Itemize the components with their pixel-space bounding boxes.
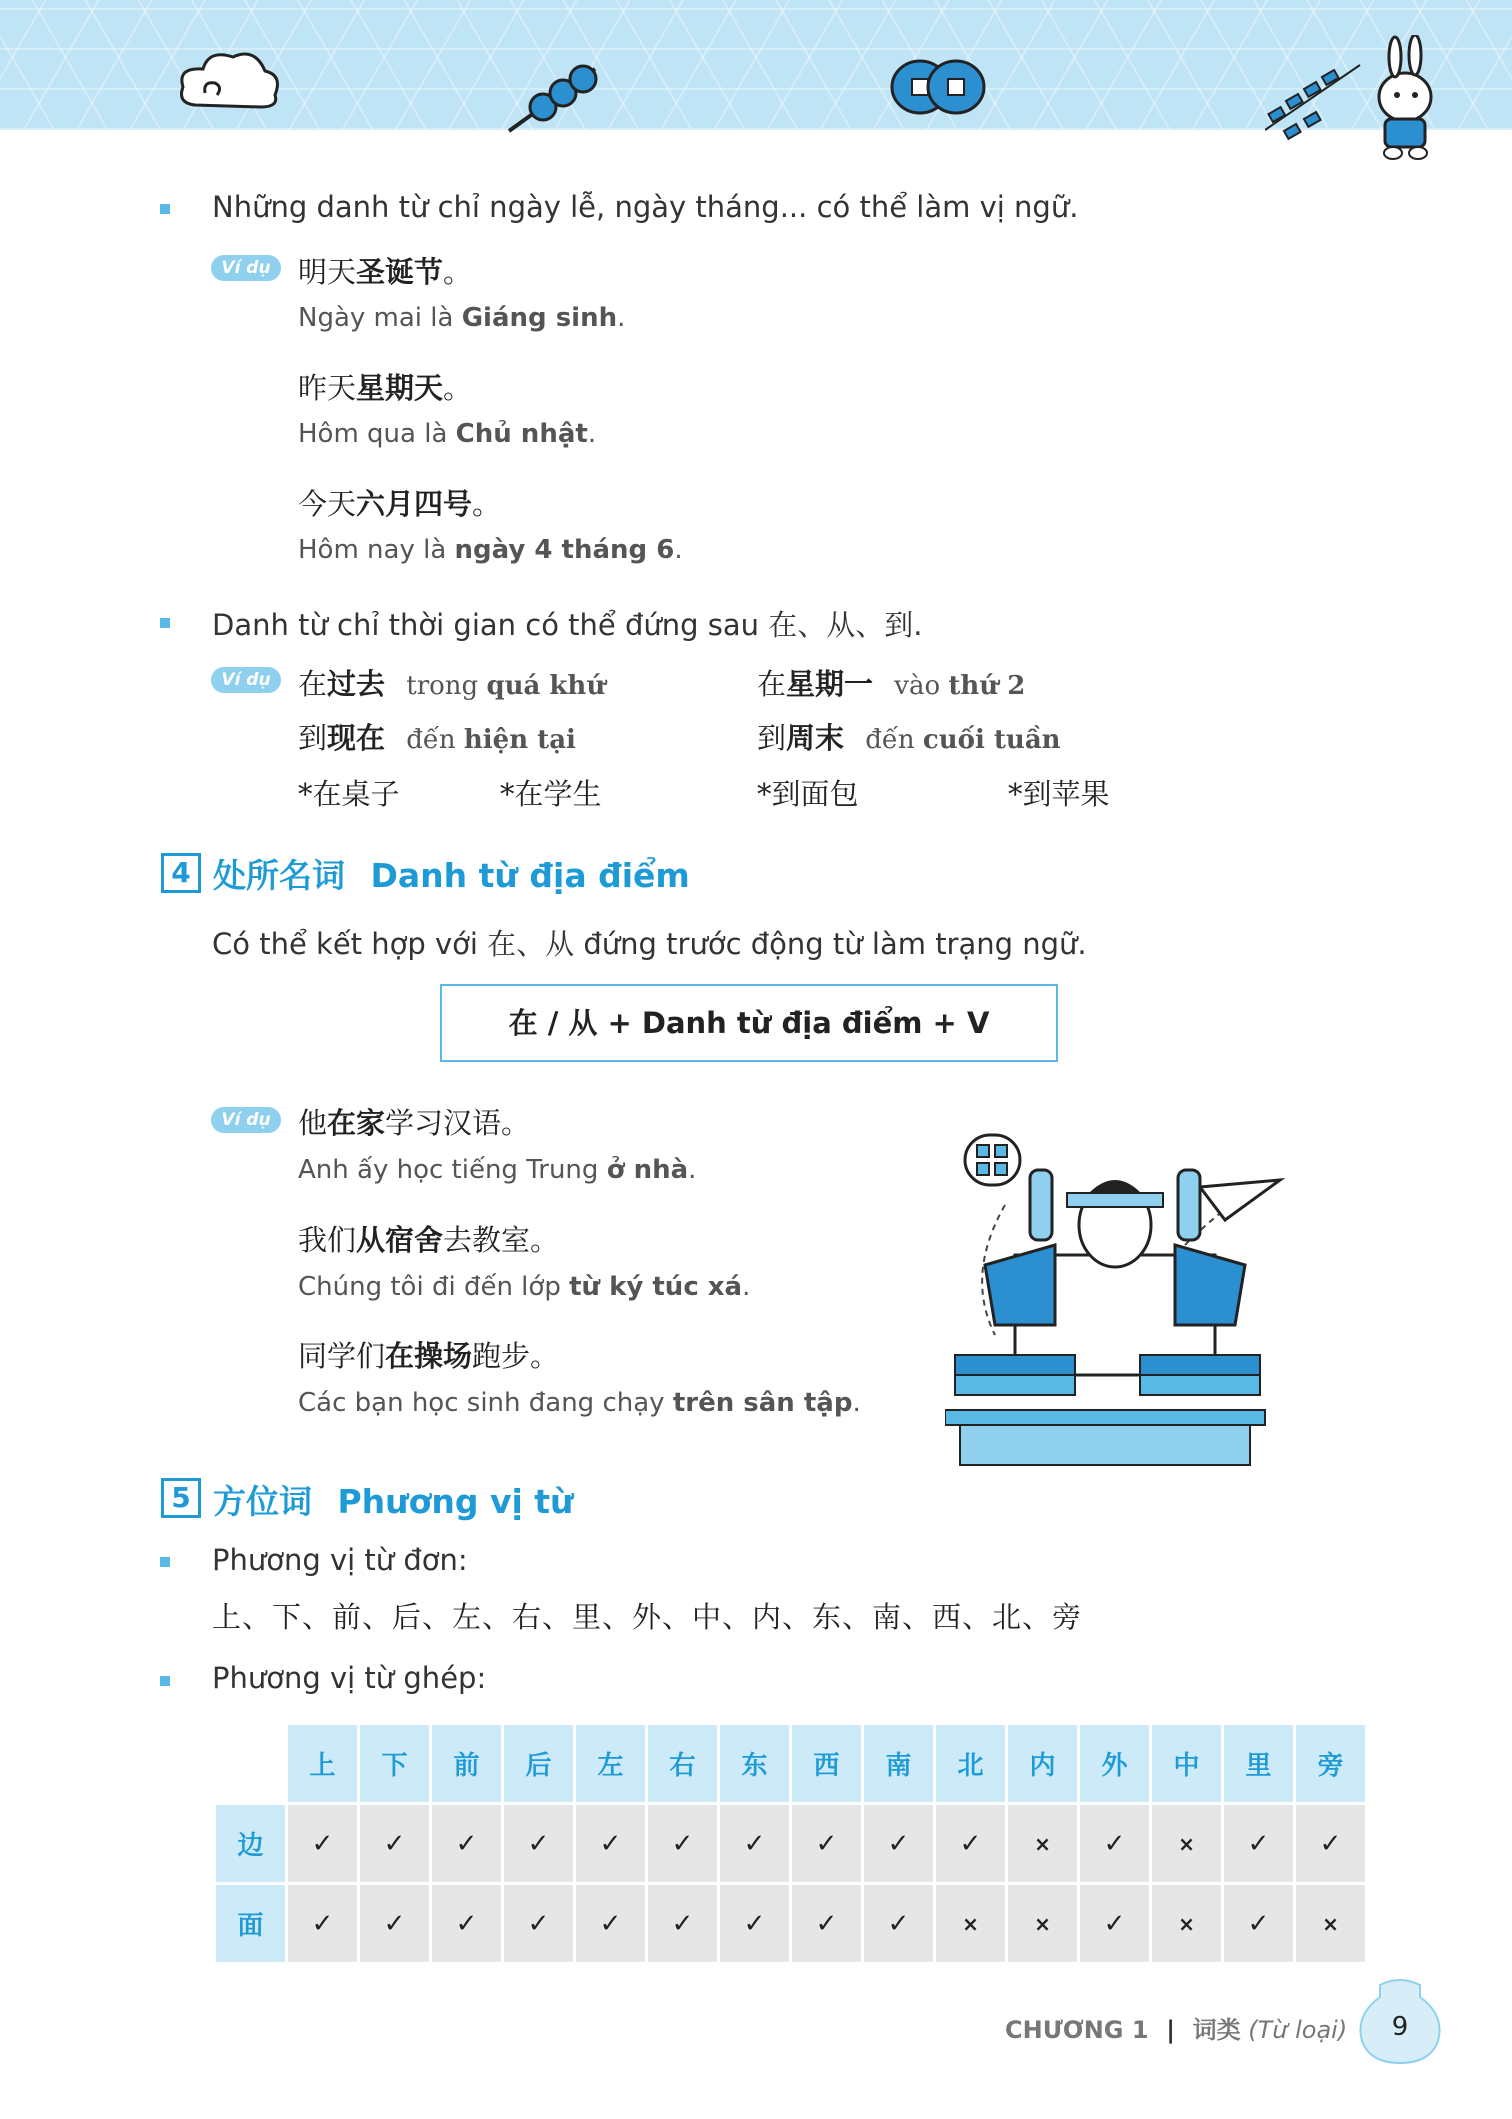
- section-number: 4: [161, 853, 201, 893]
- table-cell: ✓: [504, 1885, 573, 1962]
- table-cell: ✓: [1224, 1885, 1293, 1962]
- table-header: 里: [1224, 1725, 1293, 1802]
- vi-text: .: [674, 535, 683, 565]
- table-row: [216, 1805, 1365, 1882]
- example-tag: Ví dụ: [211, 255, 281, 281]
- table-cell: ✓: [1224, 1805, 1293, 1882]
- cloud-icon: [175, 45, 285, 115]
- example-cn: [298, 482, 501, 523]
- bullet-text: Danh từ chỉ thời gian có thể đứng sau 在、从、到.: [212, 608, 923, 642]
- example-vi: [298, 1155, 696, 1185]
- vi-bold: cuối tuần: [922, 725, 1061, 755]
- cn-bold: 从宿舍: [356, 1223, 444, 1257]
- vi-text: đến: [406, 725, 464, 755]
- table-header-row: [216, 1725, 1365, 1802]
- table-cell: ✓: [576, 1885, 645, 1962]
- table-cell: ✓: [360, 1885, 429, 1962]
- cn-text: 我们: [298, 1223, 357, 1257]
- example-cn: [298, 366, 472, 407]
- section-title: [213, 1476, 574, 1523]
- cn-text: 明天: [298, 255, 357, 289]
- cn-text: 学习汉语。: [385, 1106, 531, 1140]
- rabbit-firecracker-icon: [1265, 35, 1450, 170]
- vi-bold: Chủ nhật: [455, 419, 588, 449]
- table-header: 中: [1152, 1725, 1221, 1802]
- coins-icon: [888, 55, 988, 120]
- cn-text: 到: [757, 721, 787, 755]
- vi-text: .: [688, 1155, 697, 1185]
- table-cell: ✓: [720, 1805, 789, 1882]
- vi-text: vào: [894, 671, 949, 701]
- table-header: 旁: [1296, 1725, 1365, 1802]
- section-title-cn: 处所名词: [213, 856, 345, 895]
- table-header: 前: [432, 1725, 501, 1802]
- table-header: 西: [792, 1725, 861, 1802]
- time-pair: [298, 662, 605, 703]
- cn-bold: 在家: [327, 1106, 386, 1140]
- vi-text: Hôm qua là: [298, 419, 456, 449]
- example-tag: Ví dụ: [211, 667, 281, 693]
- table-cell: ✓: [504, 1805, 573, 1882]
- cn-text: 。: [443, 255, 473, 289]
- single-direction-list: 上、下、前、后、左、右、里、外、中、内、东、南、西、北、旁: [212, 1600, 1083, 1634]
- table-cell: ✓: [1296, 1805, 1365, 1882]
- table-header: 上: [288, 1725, 357, 1802]
- bullet-marker: [160, 618, 170, 628]
- footer-vi: (Từ loại): [1248, 2016, 1348, 2044]
- student-illustration: [945, 1125, 1285, 1470]
- vi-text: đến: [865, 725, 923, 755]
- time-pair: [757, 716, 1061, 757]
- cn-bold: 星期天: [356, 371, 444, 405]
- example-cn: [298, 250, 472, 291]
- table-cell: ×: [1008, 1885, 1077, 1962]
- footer-chapter-label: CHƯƠNG 1: [1005, 2016, 1149, 2044]
- section-title-vi: Phương vị từ: [337, 1482, 574, 1521]
- wrong-example: *到面包: [757, 777, 859, 811]
- bullet-marker: [160, 1676, 170, 1686]
- table-row: [216, 1885, 1365, 1962]
- table-cell: ✓: [288, 1805, 357, 1882]
- cn-bold: 过去: [327, 667, 386, 701]
- vi-text: .: [742, 1272, 751, 1302]
- cn-text: 同学们: [298, 1339, 386, 1373]
- table-cell: ×: [1152, 1805, 1221, 1882]
- footer-chapter: [1005, 2010, 1347, 2045]
- table-header: 下: [360, 1725, 429, 1802]
- example-vi: [298, 535, 683, 565]
- time-pair: [298, 716, 576, 757]
- bullet-marker: [160, 204, 170, 214]
- vi-bold: thứ 2: [948, 671, 1026, 701]
- section-number: 5: [161, 1478, 201, 1518]
- cn-bold: 圣诞节: [356, 255, 444, 289]
- vi-text: Chúng tôi đi đến lớp: [298, 1272, 570, 1302]
- vi-bold: ngày 4 tháng 6: [454, 535, 675, 565]
- example-tag: Ví dụ: [211, 1107, 281, 1133]
- table-cell: ×: [936, 1885, 1005, 1962]
- table-cell: ✓: [360, 1805, 429, 1882]
- vi-text: Anh ấy học tiếng Trung: [298, 1155, 607, 1185]
- table-cell: ×: [1296, 1885, 1365, 1962]
- table-cell: ✓: [1080, 1885, 1149, 1962]
- wrong-example: *在桌子: [298, 777, 400, 811]
- table-cell: ✓: [648, 1805, 717, 1882]
- cn-text: 今天: [298, 487, 357, 521]
- cn-text: 跑步。: [472, 1339, 560, 1373]
- page-number: 9: [1391, 2012, 1409, 2042]
- bullet-marker: [160, 1557, 170, 1567]
- table-header: 左: [576, 1725, 645, 1802]
- table-header: 北: [936, 1725, 1005, 1802]
- cn-text: 。: [443, 371, 473, 405]
- table-cell: ×: [1152, 1885, 1221, 1962]
- example-cn: [298, 1334, 559, 1375]
- cn-text: 昨天: [298, 371, 357, 405]
- example-cn: [298, 1218, 559, 1259]
- table-cell: ✓: [936, 1805, 1005, 1882]
- table-corner: [216, 1725, 285, 1802]
- vi-bold: hiện tại: [463, 725, 576, 755]
- table-cell: ✓: [432, 1885, 501, 1962]
- table-cell: ✓: [864, 1805, 933, 1882]
- row-header: 边: [216, 1805, 285, 1882]
- example-vi: [298, 1388, 861, 1418]
- section-desc: Có thể kết hợp với 在、从 đứng trước động từ làm trạng ngữ.: [212, 927, 1087, 961]
- vi-text: .: [617, 303, 626, 333]
- vi-bold: ở nhà: [606, 1155, 689, 1185]
- example-vi: [298, 1272, 750, 1302]
- footer-separator: |: [1166, 2016, 1175, 2044]
- vi-text: Hôm nay là: [298, 535, 455, 565]
- cn-bold: 在操场: [385, 1339, 473, 1373]
- table-cell: ✓: [792, 1885, 861, 1962]
- bullet-text: Phương vị từ đơn:: [212, 1543, 468, 1577]
- table-header: 南: [864, 1725, 933, 1802]
- table-cell: ✓: [864, 1885, 933, 1962]
- vi-text: trong: [406, 671, 487, 701]
- vi-bold: Giáng sinh: [461, 303, 618, 333]
- table-header: 内: [1008, 1725, 1077, 1802]
- footer-cn: 词类: [1192, 2015, 1241, 2044]
- section-title: [213, 850, 690, 897]
- cn-text: 他: [298, 1106, 328, 1140]
- compound-direction-table: [213, 1722, 1368, 1965]
- wrong-example: *在学生: [500, 777, 602, 811]
- bullet-text: Những danh từ chỉ ngày lễ, ngày tháng... có thể làm vị ngữ.: [212, 190, 1079, 224]
- table-cell: ×: [1008, 1805, 1077, 1882]
- table-cell: ✓: [792, 1805, 861, 1882]
- cn-bold: 现在: [327, 721, 386, 755]
- table-cell: ✓: [432, 1805, 501, 1882]
- vi-bold: quá khứ: [486, 671, 606, 701]
- cn-text: 到: [298, 721, 328, 755]
- table-cell: ✓: [720, 1885, 789, 1962]
- bullet-text: Phương vị từ ghép:: [212, 1661, 487, 1695]
- table-cell: ✓: [1080, 1805, 1149, 1882]
- vi-text: Các bạn học sinh đang chạy: [298, 1388, 673, 1418]
- skewer-icon: [505, 55, 615, 135]
- cn-text: 。: [472, 487, 502, 521]
- formula-box: 在 / 从 + Danh từ địa điểm + V: [440, 984, 1058, 1062]
- table-header: 东: [720, 1725, 789, 1802]
- cn-text: 在: [757, 667, 787, 701]
- time-pair: [757, 662, 1025, 703]
- vi-text: .: [852, 1388, 861, 1418]
- section-title-vi: Danh từ địa điểm: [370, 856, 690, 895]
- cn-bold: 六月四号: [356, 487, 473, 521]
- example-vi: [298, 303, 625, 333]
- table-header: 右: [648, 1725, 717, 1802]
- table-cell: ✓: [576, 1805, 645, 1882]
- table-header: 外: [1080, 1725, 1149, 1802]
- example-cn: [298, 1101, 530, 1142]
- cn-text: 去教室。: [443, 1223, 560, 1257]
- table-header: 后: [504, 1725, 573, 1802]
- vi-bold: trên sân tập: [672, 1388, 853, 1418]
- row-header: 面: [216, 1885, 285, 1962]
- section-title-cn: 方位词: [213, 1482, 312, 1521]
- cn-bold: 星期一: [786, 667, 874, 701]
- table-cell: ✓: [288, 1885, 357, 1962]
- cn-text: 在: [298, 667, 328, 701]
- cn-bold: 周末: [786, 721, 845, 755]
- vi-bold: từ ký túc xá: [569, 1272, 743, 1302]
- example-vi: [298, 419, 596, 449]
- table-cell: ✓: [648, 1885, 717, 1962]
- header-banner: [0, 0, 1512, 130]
- vi-text: .: [587, 419, 597, 449]
- wrong-example: *到苹果: [1008, 777, 1110, 811]
- vi-text: Ngày mai là: [298, 303, 462, 333]
